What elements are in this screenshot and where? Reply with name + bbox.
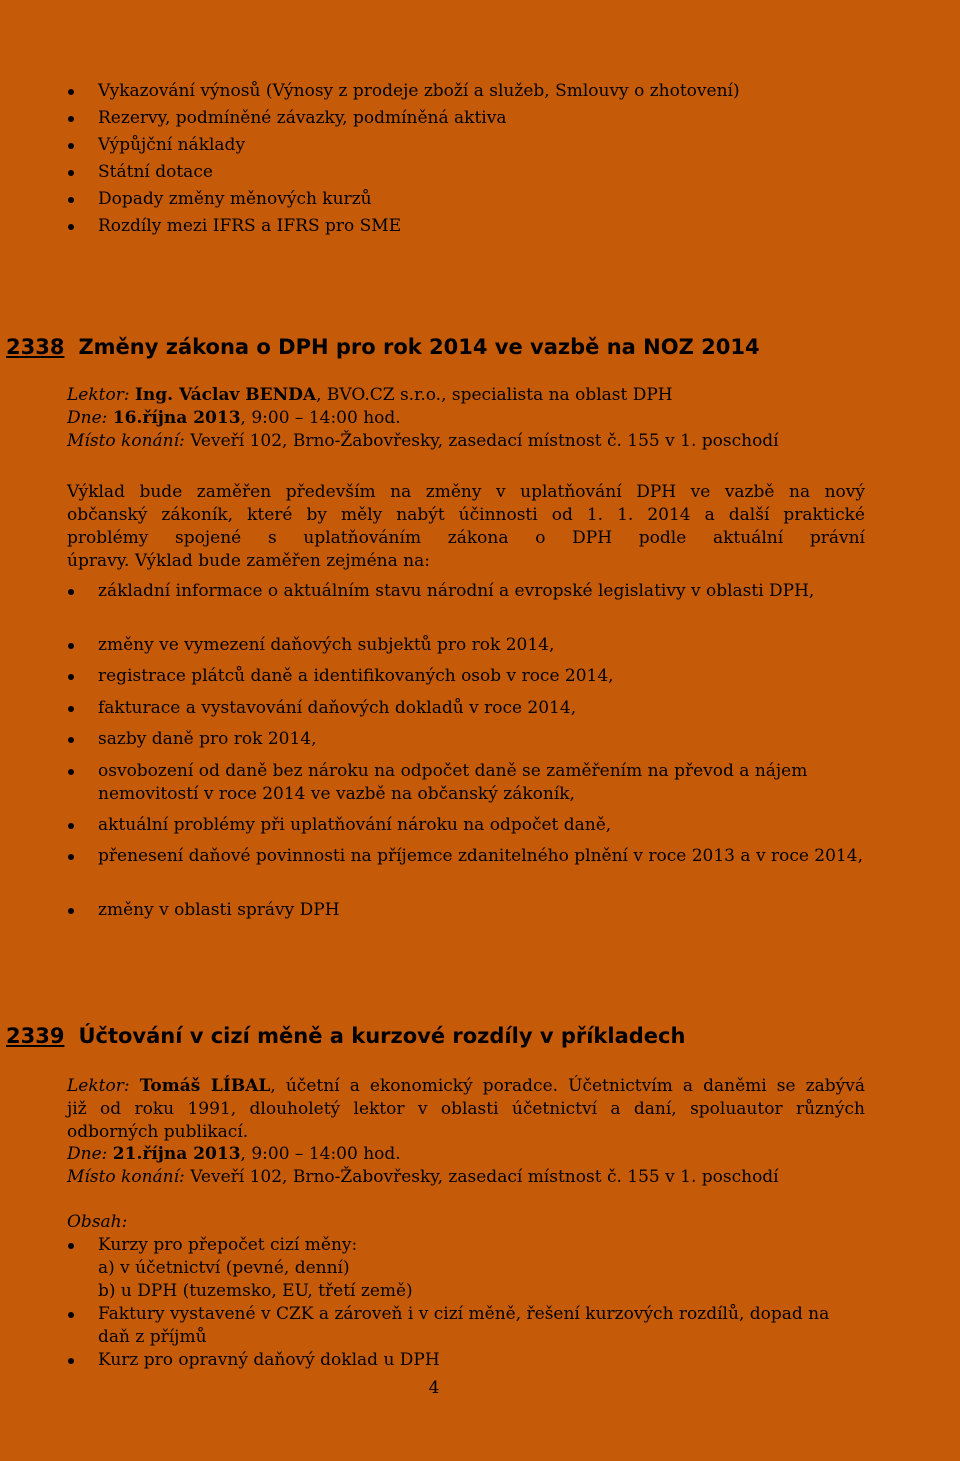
list-item: Kurzy pro přepočet cizí měny: a) v účetnictví (pevné, denní) b) u DPH (tuzemsko, EU, třetí země) (98, 1234, 868, 1303)
list-item: registrace plátců daně a identifikovaných osob v roce 2014, (98, 665, 868, 688)
bullet-icon (68, 908, 74, 914)
page-number: 4 (428, 1378, 440, 1398)
bullet-icon (68, 589, 74, 595)
list-item: sazby daně pro rok 2014, (98, 728, 868, 751)
list-item: Státní dotace (98, 161, 868, 184)
list-item: Rezervy, podmíněné závazky, podmíněná aktiva (98, 107, 868, 130)
bullet-icon (68, 643, 74, 649)
date-line: Dne: 16.října 2013, 9:00 – 14:00 hod. (67, 408, 401, 428)
list-item: Faktury vystavené v CZK a zároveň i v cizí měně, řešení kurzových rozdílů, dopad na daň z příjmů (98, 1303, 864, 1349)
course-heading (6, 1025, 685, 1048)
list-item: Rozdíly mezi IFRS a IFRS pro SME (98, 215, 868, 238)
list-item: přenesení daňové povinnosti na příjemce zdanitelného plnění v roce 2013 a v roce 2014, (98, 845, 868, 868)
contents-label: Obsah: (67, 1212, 128, 1232)
lecturer-line: Lektor: Ing. Václav BENDA, BVO.CZ s.r.o., specialista na oblast DPH (67, 385, 673, 405)
bullet-icon (68, 823, 74, 829)
list-item: fakturace a vystavování daňových dokladů v roce 2014, (98, 697, 868, 720)
bullet-icon (68, 706, 74, 712)
bullet-icon (68, 674, 74, 680)
bullet-icon (68, 197, 74, 203)
bullet-icon (68, 89, 74, 95)
place-line: Místo konání: Veveří 102, Brno-Žabovřesky, zasedací místnost č. 155 v 1. poschodí (67, 431, 779, 451)
course-description: Výklad bude zaměřen především na změny v uplatňování DPH ve vazbě na nový občanský zákoník, které by měly nabýt účinnosti od 1. 1. 2014 a další praktické problémy spojené s uplatňováním zákona o DPH podle aktuální právní úpravy. Výklad bude zaměřen zejména na: (67, 482, 865, 571)
bullet-icon (68, 737, 74, 743)
lecturer-block: Lektor: Tomáš LÍBAL, účetní a ekonomický poradce. Účetnictvím a daněmi se zabývá již od roku 1991, dlouholetý lektor v oblasti účetnictví a daní, spoluautor různých odborných publikací. (67, 1076, 866, 1142)
list-item: Dopady změny měnových kurzů (98, 188, 868, 211)
list-item: Výpůjční náklady (98, 134, 868, 157)
bullet-icon (68, 116, 74, 122)
list-item: aktuální problémy při uplatňování nároku na odpočet daně, (98, 814, 868, 837)
list-item: Vykazování výnosů (Výnosy z prodeje zboží a služeb, Smlouvy o zhotovení) (98, 80, 868, 103)
course-number: 2339 (6, 1024, 65, 1048)
bullet-icon (68, 769, 74, 775)
bullet-icon (68, 1312, 74, 1318)
bullet-icon (68, 224, 74, 230)
course-title: Změny zákona o DPH pro rok 2014 ve vazbě na NOZ 2014 (78, 335, 760, 359)
list-item: Kurz pro opravný daňový doklad u DPH (98, 1349, 868, 1372)
bullet-icon (68, 170, 74, 176)
bullet-icon (68, 1243, 74, 1249)
list-item: osvobození od daně bez nároku na odpočet daně se zaměřením na převod a nájem nemovitostí v roce 2014 ve vazbě na občanský zákoník, (98, 760, 868, 806)
list-item: změny v oblasti správy DPH (98, 899, 868, 922)
course-number: 2338 (6, 335, 65, 359)
lecturer-name: Tomáš LÍBAL (139, 1076, 271, 1096)
bullet-icon (68, 854, 74, 860)
bullet-icon (68, 1358, 74, 1364)
list-item: základní informace o aktuálním stavu národní a evropské legislativy v oblasti DPH, (98, 580, 864, 603)
course-heading (6, 336, 760, 359)
place-line: Místo konání: Veveří 102, Brno-Žabovřesky, zasedací místnost č. 155 v 1. poschodí (67, 1167, 779, 1187)
lecturer-name: Ing. Václav BENDA (134, 385, 317, 405)
list-item: změny ve vymezení daňových subjektů pro rok 2014, (98, 634, 868, 657)
course-title: Účtování v cizí měně a kurzové rozdíly v příkladech (78, 1024, 686, 1048)
date-line: Dne: 21.října 2013, 9:00 – 14:00 hod. (67, 1144, 401, 1164)
bullet-icon (68, 143, 74, 149)
